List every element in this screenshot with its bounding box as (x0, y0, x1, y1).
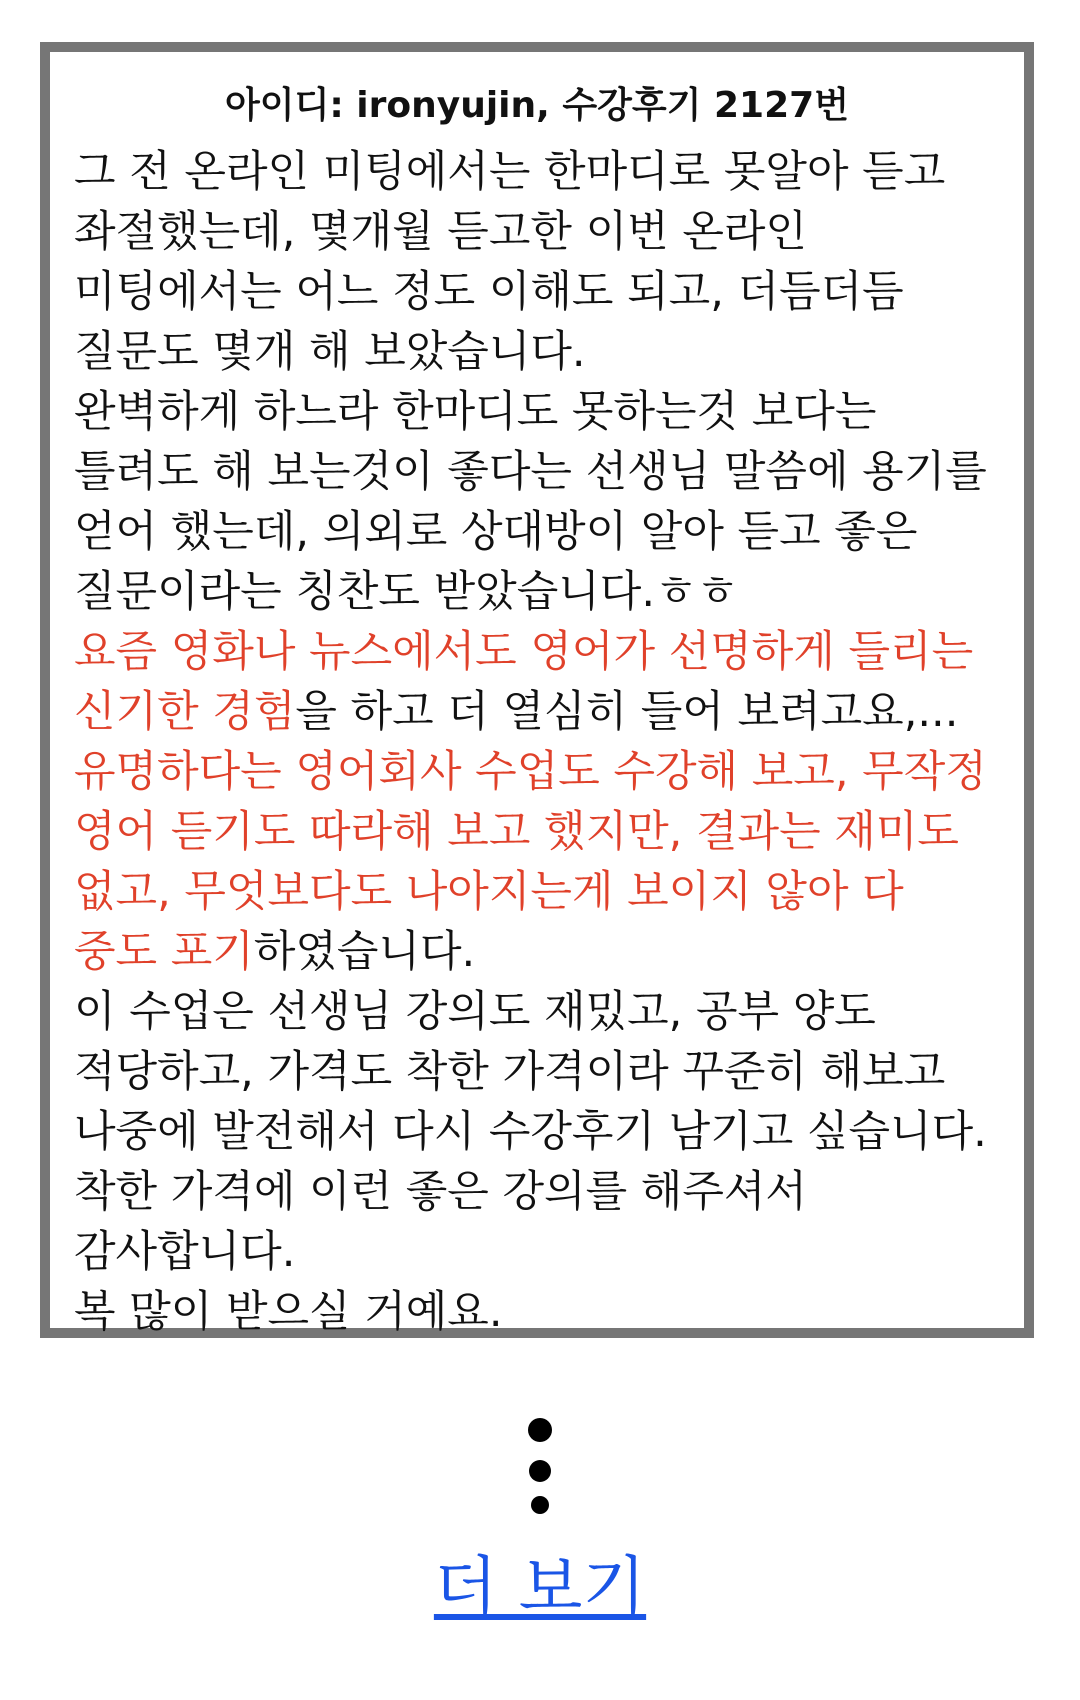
review-paragraph-2: 완벽하게 하느라 한마디도 못하는것 보다는 틀려도 해 보는것이 좋다는 선생님 말씀에 용기를 얻어 했는데, 의외로 상대방이 알아 듣고 좋은 질문이라는 칭찬도 받았습니다.ㅎㅎ (74, 387, 987, 617)
review-paragraph-1: 그 전 온라인 미팅에서는 한마디로 못알아 듣고 좌절했는데, 몇개월 듣고한 이번 온라인 미팅에서는 어느 정도 이해도 되고, 더듬더듬 질문도 몇개 해 보았습니다. (74, 147, 946, 377)
review-paragraph-4 (74, 742, 1000, 982)
review-text: 을 하고 더 열심히 들어 보려고요,... (295, 687, 959, 737)
highlight-text: 유명하다는 영어회사 수업도 수강해 보고, 무작정 영어 듣기도 따라해 보고 했지만, 결과는 재미도 없고, 무엇보다도 나아지는게 보이지 않아 다 중도 포기 (74, 747, 987, 977)
review-card (40, 42, 1034, 1338)
review-body (74, 142, 1000, 1342)
review-paragraph-6: 복 많이 받으실 거예요. (74, 1287, 503, 1337)
review-text: 하였습니다. (253, 927, 476, 977)
see-more-link[interactable]: 더 보기 (433, 1549, 647, 1626)
dot (528, 1418, 552, 1442)
review-paragraph-5: 이 수업은 선생님 강의도 재밌고, 공부 양도 적당하고, 가격도 착한 가격이라 꾸준히 해보고 나중에 발전해서 다시 수강후기 남기고 싶습니다. 착한 가격에 이런 좋은 강의를 해주셔서 감사합니다. (74, 987, 987, 1277)
review-title: 아이디: ironyujin, 수강후기 2127번 (225, 85, 849, 126)
dot (529, 1460, 551, 1482)
ellipsis-dots-icon (0, 1418, 1080, 1514)
review-paragraph-3 (74, 622, 1000, 742)
dot (531, 1496, 549, 1514)
highlight-text: 요즘 영화나 뉴스에서도 영어가 선명하게 들리는 신기한 경험 (74, 627, 974, 737)
